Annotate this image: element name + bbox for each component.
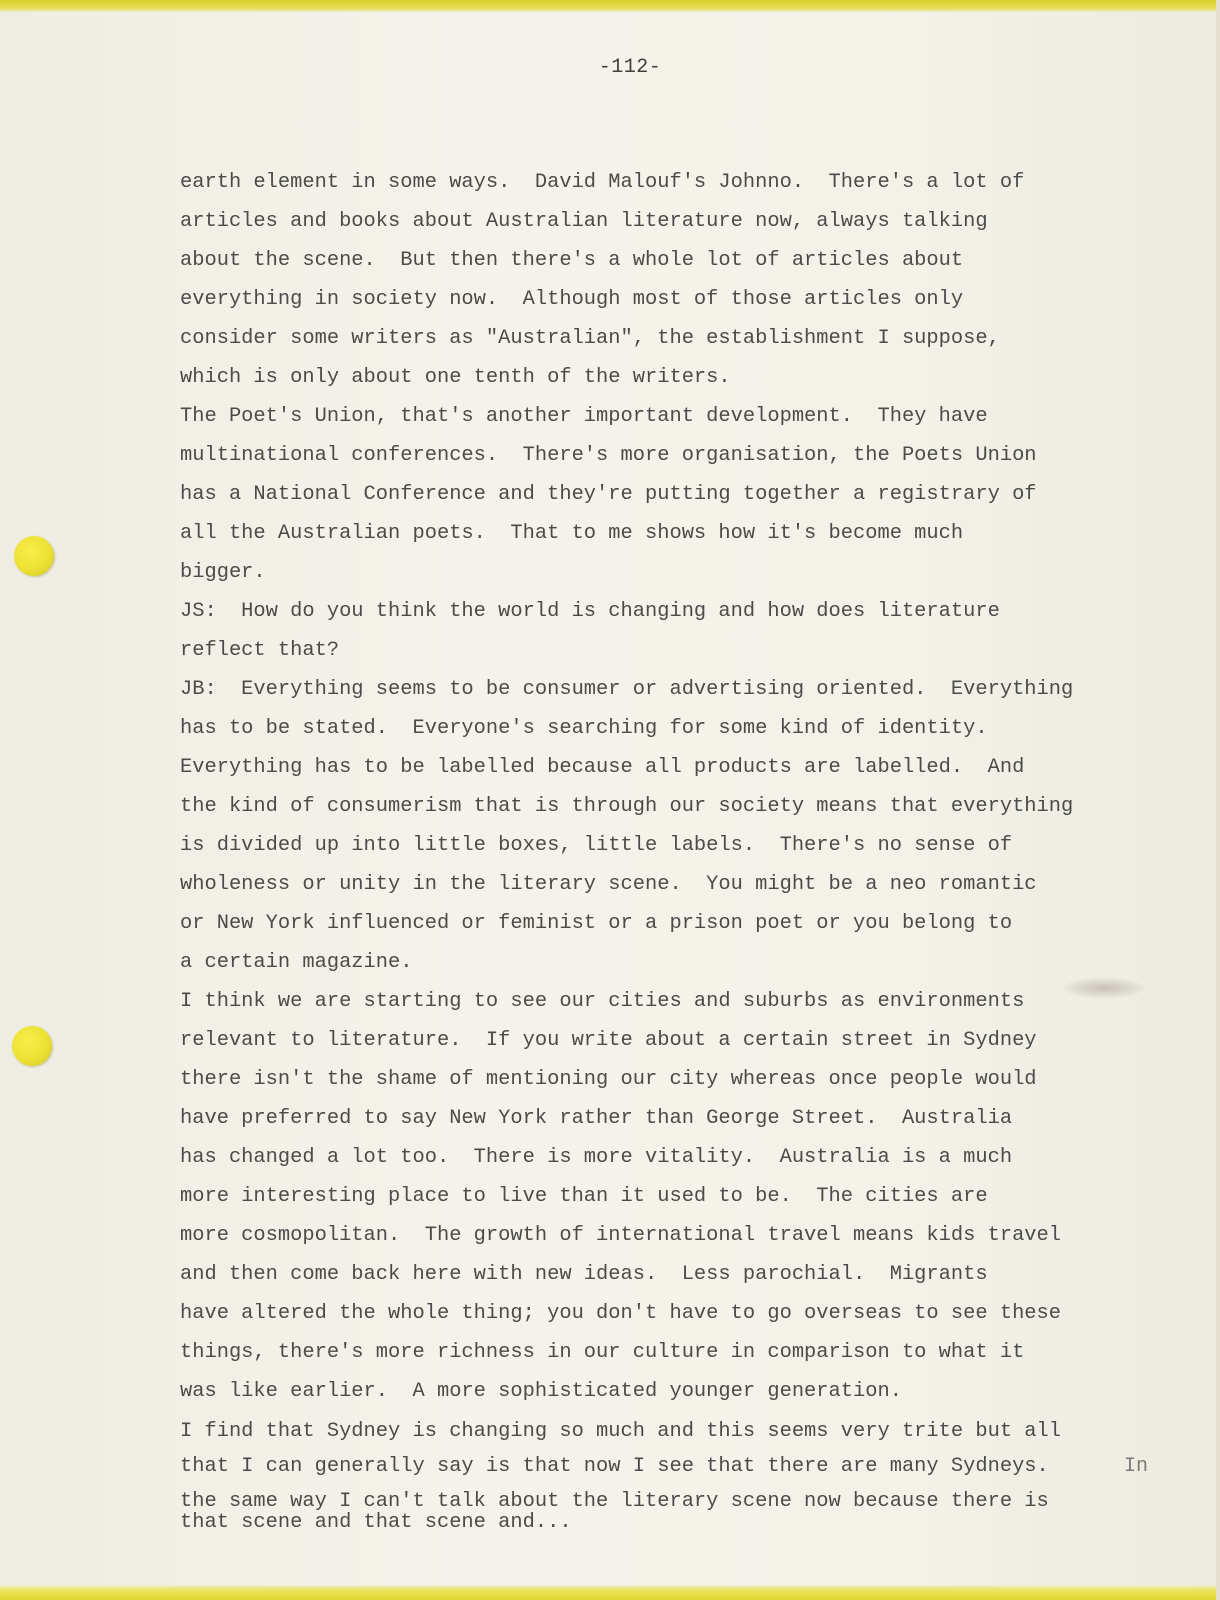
text-line: a certain magazine. [180, 951, 413, 974]
text-line: I think we are starting to see our cities and suburbs as environments [180, 990, 1025, 1013]
text-line: earth element in some ways. David Malouf's Johnno. There's a lot of [180, 171, 1025, 194]
text-line: was like earlier. A more sophisticated younger generation. [180, 1380, 902, 1403]
text-line: things, there's more richness in our culture in comparison to what it [180, 1341, 1025, 1364]
text-line: wholeness or unity in the literary scene. You might be a neo romantic [180, 873, 1037, 896]
text-line: about the scene. But then there's a whole lot of articles about [180, 249, 964, 272]
text-line: reflect that? [180, 639, 340, 662]
margin-word: In [1124, 1455, 1149, 1478]
text-line: has to be stated. Everyone's searching for some kind of identity. [180, 717, 988, 740]
punch-hole-upper [14, 536, 54, 576]
text-line: consider some writers as "Australian", the establishment I suppose, [180, 327, 1000, 350]
text-line: that I can generally say is that now I see that there are many Sydneys. [180, 1455, 1049, 1478]
text-line: has changed a lot too. There is more vitality. Australia is a much [180, 1146, 1013, 1169]
page-number: -112- [598, 56, 662, 79]
text-line: have preferred to say New York rather than George Street. Australia [180, 1107, 1013, 1130]
punch-hole-lower [12, 1026, 52, 1066]
text-line: has a National Conference and they're putting together a registrary of [180, 483, 1037, 506]
text-line: there isn't the shame of mentioning our city whereas once people would [180, 1068, 1037, 1091]
text-line: more cosmopolitan. The growth of international travel means kids travel [180, 1224, 1062, 1247]
text-line: all the Australian poets. That to me shows how it's become much [180, 522, 964, 545]
text-line: more interesting place to live than it used to be. The cities are [180, 1185, 988, 1208]
text-line: relevant to literature. If you write about a certain street in Sydney [180, 1029, 1037, 1052]
text-line: everything in society now. Although most of those articles only [180, 288, 964, 311]
right-page-edge [1216, 0, 1220, 1600]
text-line: JS: How do you think the world is changing and how does literature [180, 600, 1000, 623]
text-line: and then come back here with new ideas. Less parochial. Migrants [180, 1263, 988, 1286]
text-line: articles and books about Australian literature now, always talking [180, 210, 988, 233]
bottom-yellow-edge [0, 1585, 1220, 1600]
text-line: have altered the whole thing; you don't have to go overseas to see these [180, 1302, 1062, 1325]
text-line: JB: Everything seems to be consumer or advertising oriented. Everything [180, 678, 1074, 701]
text-line: The Poet's Union, that's another important development. They have [180, 405, 988, 428]
text-line: or New York influenced or feminist or a prison poet or you belong to [180, 912, 1013, 935]
text-line: Everything has to be labelled because all products are labelled. And [180, 756, 1025, 779]
text-line: that scene and that scene and... [180, 1511, 572, 1534]
top-yellow-edge [0, 0, 1220, 12]
text-line: I find that Sydney is changing so much and this seems very trite but all [180, 1420, 1062, 1443]
text-line: the kind of consumerism that is through our society means that everything [180, 795, 1074, 818]
text-line: is divided up into little boxes, little labels. There's no sense of [180, 834, 1013, 857]
text-line: which is only about one tenth of the writers. [180, 366, 731, 389]
text-line: the same way I can't talk about the literary scene now because there is [180, 1490, 1049, 1513]
text-line: multinational conferences. There's more organisation, the Poets Union [180, 444, 1037, 467]
ink-smudge [1064, 978, 1144, 998]
text-line: bigger. [180, 561, 266, 584]
